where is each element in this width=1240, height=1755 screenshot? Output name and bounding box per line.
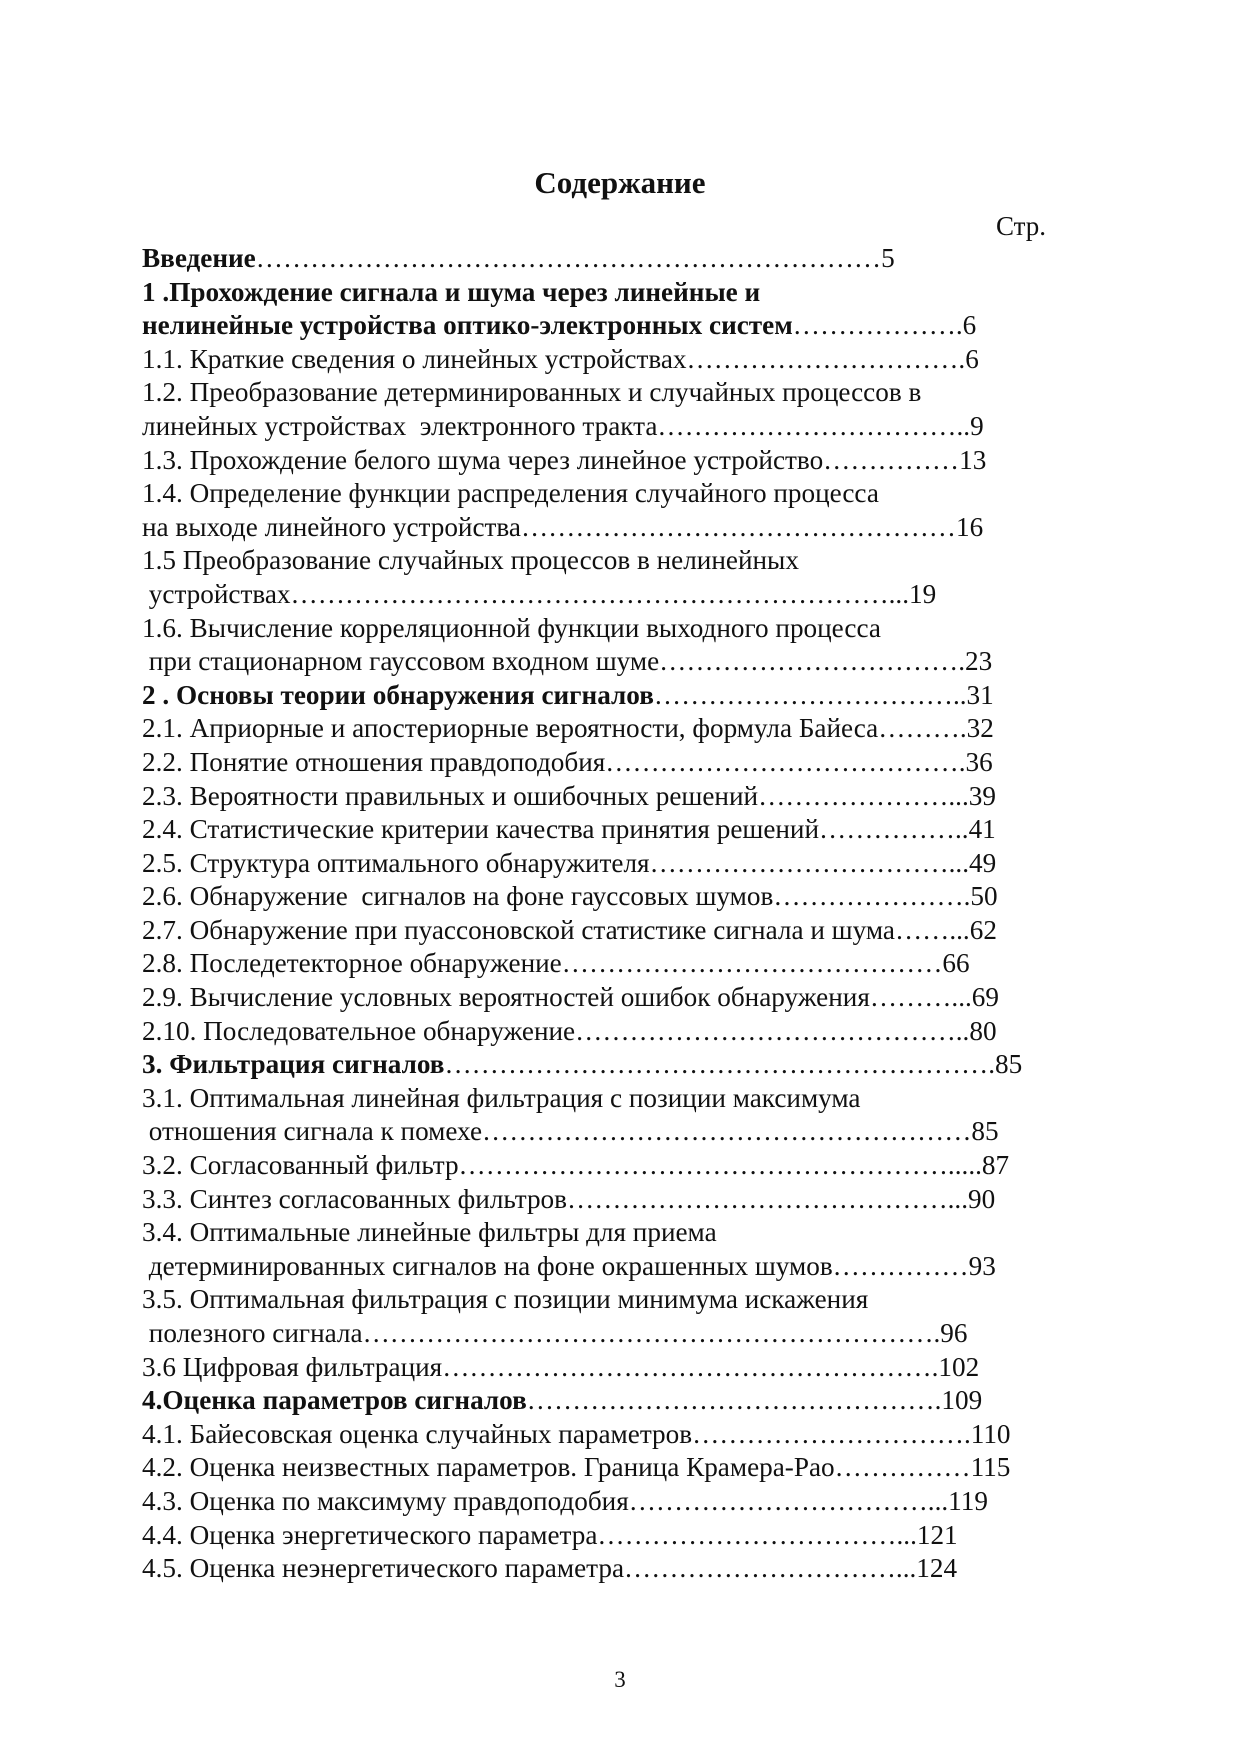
toc-entry-title: 2.4. Статистические критерии качества принятия решений [142,814,820,845]
toc-dot-leader: ………………………………………. [526,1385,942,1416]
toc-dot-leader: …………………………... [624,1553,917,1584]
toc-line [142,1149,1022,1183]
toc-page-ref: 13 [959,444,987,475]
toc-line [142,880,1022,914]
toc-entry-title: 1.1. Краткие сведения о линейных устройствах [142,343,687,374]
toc-line [142,712,1022,746]
toc-dot-leader: ……………………………. [659,646,966,677]
toc-dot-leader: ………………………………………………………. [362,1318,941,1348]
toc-page-ref: 36 [965,746,993,777]
toc-entry-title: 3.3. Синтез согласованных фильтров [142,1183,567,1214]
toc-page-ref: 121 [916,1519,958,1550]
toc-entry-title: 3.2. Согласованный фильтр [142,1150,459,1181]
toc-line [142,645,1022,679]
toc-dot-leader: …………… [834,1452,971,1483]
toc-entry-title: 2.5. Структура оптимального обнаружителя [142,847,650,878]
toc-line [142,444,1022,478]
toc-dot-leader: …………………………. [692,1418,971,1449]
toc-dot-leader: ……………………………... [628,1485,949,1516]
toc-entry-title: 2.9. Вычисление условных вероятностей ошибок обнаружения [142,982,870,1013]
toc-entry-title: линейных устройствах электронного тракта [142,410,658,441]
toc-entry-title: 4.4. Оценка энергетического параметра [142,1519,598,1550]
toc-line [142,1351,1022,1385]
toc-line [142,746,1022,780]
toc-dot-leader: ………………………………………… [520,511,956,542]
toc-entry-title: 3.4. Оптимальные линейные фильтры для приема [142,1217,717,1248]
toc-dot-leader: ………... [869,982,972,1013]
toc-line [142,477,1022,511]
toc-dot-leader: …………………………….. [653,679,967,710]
toc-line [142,981,1022,1015]
toc-page-ref: 124 [916,1553,958,1584]
toc-line [142,1250,1022,1284]
toc-dot-leader: …………………………………….. [575,1015,970,1046]
toc-page-ref: 6 [962,310,977,341]
toc-entry-title: 4.5. Оценка неэнергетического параметра [142,1553,625,1584]
toc-line [142,1082,1022,1116]
toc-entry-title: детерминированных сигналов на фоне окрашенных шумов [142,1250,833,1281]
toc-line [142,376,1022,410]
toc-entry-title: нелинейные устройства оптико-электронных систем [142,310,793,341]
toc-dot-leader: ………………………………………………. [442,1351,939,1382]
toc-line [142,1317,1022,1351]
toc-page-ref: 85 [971,1116,999,1147]
toc-dot-leader: …………………………….. [657,410,971,441]
page-title: Содержание [534,165,706,200]
toc-page-ref: 31 [966,679,994,710]
toc-line [142,679,1022,713]
toc-entry-title: 4.1. Байесовская оценка случайных параметров [142,1418,693,1449]
toc-line [142,410,1022,444]
table-of-contents [142,242,1022,1586]
toc-entry-title: 1.5 Преобразование случайных процессов в нелинейных [142,545,799,576]
toc-dot-leader: …………………. [773,881,971,912]
toc-entry-title: 3.5. Оптимальная фильтрация с позиции минимума искажения [142,1284,869,1315]
toc-page-ref: 9 [970,410,984,441]
toc-page-ref: 16 [955,511,984,542]
toc-dot-leader: …………………………. [686,343,966,374]
toc-line [142,1418,1022,1452]
toc-entry-title: Введение [142,243,256,273]
toc-dot-leader: ……………………………………... [567,1183,969,1214]
toc-page-ref: 115 [970,1452,1011,1483]
toc-page-ref: 93 [968,1250,996,1281]
toc-dot-leader: …………….. [819,814,969,845]
toc-line [142,1485,1022,1519]
toc-dot-leader: …………………………………. [605,746,966,777]
toc-line [142,1451,1022,1485]
toc-page-ref: 85 [995,1049,1023,1080]
toc-line [142,1283,1022,1317]
toc-page-ref: 96 [940,1318,968,1348]
toc-entry-title: 2.8. Последетекторное обнаружение [142,948,562,979]
toc-page-ref: 6 [965,343,979,374]
toc-entry-title: полезного сигнала [142,1318,363,1348]
toc-page-ref: 109 [941,1385,983,1416]
toc-line [142,1015,1022,1049]
toc-page-ref: 5 [881,243,895,273]
toc-dot-leader: …………………... [758,780,969,811]
toc-entry-title: 3.6 Цифровая фильтрация [142,1351,443,1382]
toc-line [142,847,1022,881]
toc-page-ref: 90 [968,1183,996,1214]
toc-entry-title: 1.4. Определение функции распределения случайного процесса [142,478,879,509]
toc-page-ref: 102 [938,1351,980,1382]
toc-entry-title: 4.3. Оценка по максимуму правдоподобия [142,1485,629,1516]
toc-line [142,1115,1022,1149]
toc-entry-title: 4.2. Оценка неизвестных параметров. Граница Крамера-Рао [142,1452,835,1483]
toc-entry-title: 1.6. Вычисление корреляционной функции выходного процесса [142,612,881,643]
toc-entry-title: 2 . Основы теории обнаружения сигналов [142,679,654,710]
toc-page-ref: 32 [966,713,994,744]
toc-dot-leader: …………………………………… [561,948,943,979]
toc-entry-title: 2.1. Априорные и апостериорные вероятности, формула Байеса [142,713,879,744]
toc-entry-title: 2.3. Вероятности правильных и ошибочных решений [142,780,759,811]
toc-dot-leader: ………………………………………………..... [458,1150,982,1181]
toc-page-ref: 39 [968,780,996,811]
toc-dot-leader: …………… [832,1250,969,1281]
toc-line [142,1552,1022,1586]
toc-line [142,780,1022,814]
toc-dot-leader: ………. [878,713,967,744]
toc-line [142,242,1022,276]
toc-line [142,1519,1022,1553]
toc-line [142,309,1022,343]
toc-entry-title: 3.1. Оптимальная линейная фильтрация с позиции максимума [142,1082,861,1113]
toc-page-ref: 62 [969,914,997,945]
toc-dot-leader: ……………………………... [597,1519,917,1550]
toc-line [142,544,1022,578]
toc-line [142,276,1022,310]
toc-entry-title: отношения сигнала к помехе [142,1116,483,1147]
toc-line [142,612,1022,646]
toc-dot-leader: …………………………………………………………… [255,243,882,273]
toc-entry-title: 1.3. Прохождение белого шума через линейное устройство [142,444,824,475]
toc-entry-title: на выходе линейного устройства [142,511,521,542]
toc-page-ref: 41 [968,814,996,845]
toc-line [142,947,1022,981]
toc-page-ref: 119 [948,1485,988,1516]
toc-dot-leader: ……... [894,914,970,945]
toc-page-ref: 69 [971,982,999,1013]
toc-entry-title: 3. Фильтрация сигналов [142,1049,445,1080]
toc-page-ref: 110 [970,1418,1011,1449]
page-column-label: Стр. [996,211,1047,241]
toc-entry-title: 2.10. Последовательное обнаружение [142,1015,576,1046]
toc-line [142,1183,1022,1217]
toc-page-ref: 19 [909,578,937,609]
toc-page-ref: 50 [970,881,998,912]
toc-line [142,1048,1022,1082]
toc-dot-leader: ……………………………... [649,847,970,878]
toc-dot-leader: ………………. [792,310,963,341]
toc-line [142,343,1022,377]
toc-line [142,511,1022,545]
toc-line [142,578,1022,612]
toc-entry-title: 2.2. Понятие отношения правдоподобия [142,746,606,777]
toc-dot-leader: ……………………………………………………. [444,1049,996,1080]
toc-line [142,813,1022,847]
toc-page-ref: 49 [969,847,997,878]
toc-line [142,914,1022,948]
toc-page-ref: 87 [981,1150,1010,1181]
toc-page-ref: 66 [942,948,970,979]
page-number: 3 [614,1667,626,1692]
toc-entry-title: при стационарном гауссовом входном шуме [142,646,660,677]
toc-entry-title: устройствах [142,578,291,609]
toc-entry-title: 1.2. Преобразование детерминированных и случайных процессов в [142,377,922,408]
toc-dot-leader: ……………………………………………… [482,1116,972,1147]
toc-line [142,1216,1022,1250]
toc-dot-leader: …………… [823,444,960,475]
toc-entry-title: 2.7. Обнаружение при пуассоновской статистике сигнала и шума [142,914,895,945]
toc-entry-title: 2.6. Обнаружение сигналов на фоне гауссовых шумов [142,881,774,912]
toc-entry-title: 4.Оценка параметров сигналов [142,1385,527,1416]
toc-line [142,1384,1022,1418]
toc-page-ref: 80 [969,1015,997,1046]
toc-entry-title: 1 .Прохождение сигнала и шума через линейные и [142,276,761,307]
toc-dot-leader: …………………………………………………………... [290,578,910,609]
toc-page-ref: 23 [965,646,993,677]
